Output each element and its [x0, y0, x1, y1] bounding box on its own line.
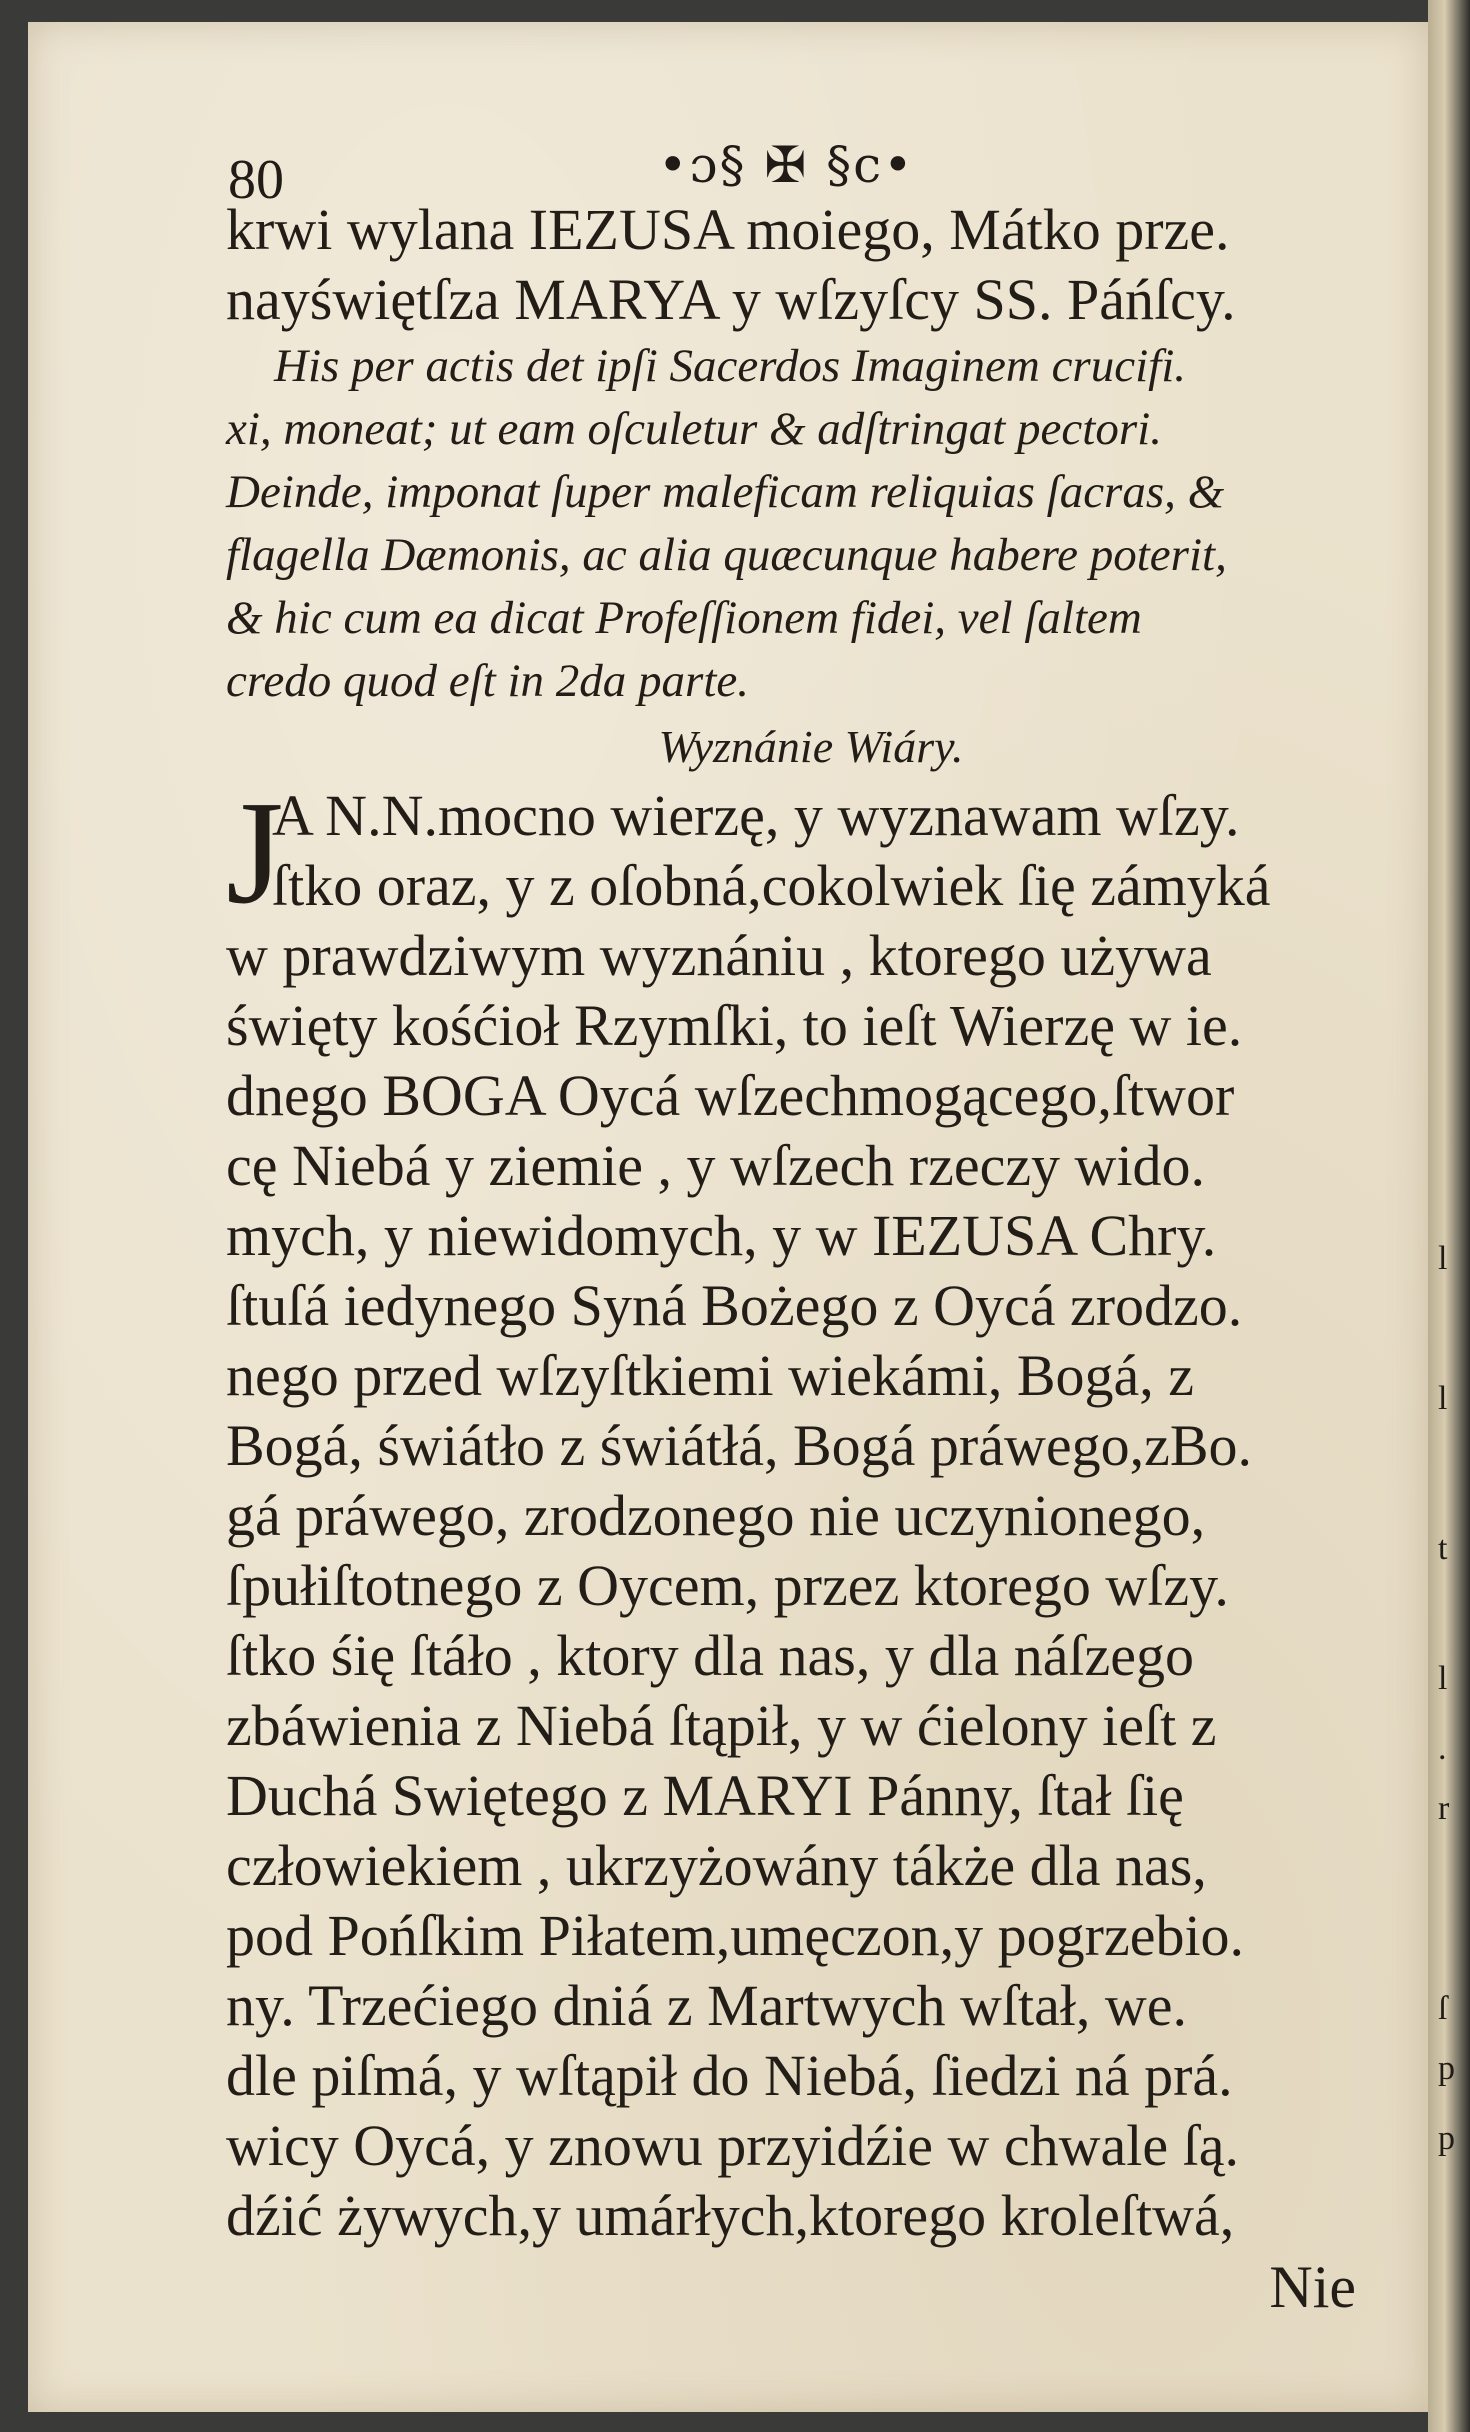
facing-page-letter: t	[1438, 1530, 1448, 1567]
latin-line: His per actis det ipſi Sacerdos Imaginem crucifi.	[274, 340, 1187, 392]
latin-line: & hic cum ea dicat Profeſſionem fidei, vel ſaltem	[226, 592, 1142, 644]
text-line: krwi wylana IEZUSA moiego, Mátko prze.	[226, 197, 1230, 262]
body-line: ny. Trzećiego dniá z Martwych wſtał, we.	[226, 1973, 1188, 2038]
body-line: dnego BOGA Oycá wſzechmogącego,ſtwor	[226, 1063, 1235, 1128]
body-line: ſtko oraz, y z oſobná,cokolwiek ſię zámyká	[272, 853, 1271, 918]
latin-line: flagella Dæmonis, ac alia quæcunque habere poterit,	[226, 529, 1227, 581]
facing-page-letter: l	[1438, 1380, 1448, 1417]
latin-line: credo quod eſt in 2da parte.	[226, 655, 750, 707]
body-line: cę Niebá y ziemie , y wſzech rzeczy wido.	[226, 1133, 1206, 1198]
body-line: ſtko śię ſtáło , ktory dla nas, y dla náſzego	[226, 1623, 1195, 1688]
body-line: pod Pońſkim Piłatem,umęczon,y pogrzebio.	[226, 1903, 1245, 1968]
body-line: człowiekiem , ukrzyżowány tákże dla nas,	[226, 1833, 1207, 1898]
facing-page-letter: r	[1438, 1790, 1450, 1827]
body-line: gá práwego, zrodzonego nie uczynionego,	[226, 1483, 1206, 1548]
body-line: ſtuſá iedynego Syná Bożego z Oycá zrodzo.	[226, 1273, 1243, 1338]
body-line: dle piſmá, y wſtąpił do Niebá, ſiedzi ná prá.	[226, 2043, 1233, 2108]
catchword: Nie	[1269, 2254, 1356, 2320]
facing-page-edge	[1438, 0, 1468, 2432]
body-line: nego przed wſzyſtkiemi wiekámi, Bogá, z	[226, 1343, 1194, 1408]
latin-line: Deinde, imponat ſuper maleficam reliquias ſacras, &	[226, 466, 1225, 518]
drop-cap: J	[226, 771, 284, 935]
facing-page-letter: ſ	[1438, 1990, 1448, 2027]
text-line: nayświętſza MARYA y wſzyſcy SS. Páńſcy.	[226, 267, 1236, 332]
body-line: w prawdziwym wyznániu , ktorego używa	[226, 923, 1212, 988]
body-line: ſpułiſtotnego z Oycem, przez ktorego wſzy.	[226, 1553, 1229, 1618]
latin-line: xi, moneat; ut eam oſculetur & adſtringat pectori.	[226, 403, 1162, 455]
body-line: Bogá, świátło z świátłá, Bogá práwego,zBo.	[226, 1413, 1253, 1478]
page-number: 80	[228, 149, 284, 211]
page-text	[226, 195, 1396, 2323]
body-line: Duchá Swiętego z MARYI Pánny, ſtał ſię	[226, 1763, 1184, 1828]
confession-of-faith-text	[226, 771, 1396, 2251]
body-line: zbáwienia z Niebá ſtąpił, y w ćielony ieſt z	[226, 1693, 1217, 1758]
body-line: dźić żywych,y umárłych,ktorego kroleſtwá,	[226, 2183, 1235, 2248]
header-ornament: •ɔ§ ✠ §c•	[658, 136, 915, 194]
body-line: A N.N.mocno wierzę, y wyznawam wſzy.	[272, 783, 1240, 848]
section-heading: Wyznánie Wiáry.	[658, 721, 964, 772]
facing-page-letter: .	[1438, 1730, 1447, 1767]
facing-page-letter: p	[1438, 2050, 1455, 2087]
body-line: mych, y niewidomych, y w IEZUSA Chry.	[226, 1203, 1217, 1268]
facing-page-letter: l	[1438, 1660, 1448, 1697]
latin-rubric	[226, 335, 1396, 713]
body-line: święty kośćioł Rzymſki, to ieſt Wierzę w ie.	[226, 993, 1243, 1058]
body-line: wicy Oycá, y znowu przyidźie w chwale ſą.	[226, 2113, 1239, 2178]
facing-page-letter: p	[1438, 2120, 1455, 2157]
facing-page-letter: l	[1438, 1240, 1448, 1277]
